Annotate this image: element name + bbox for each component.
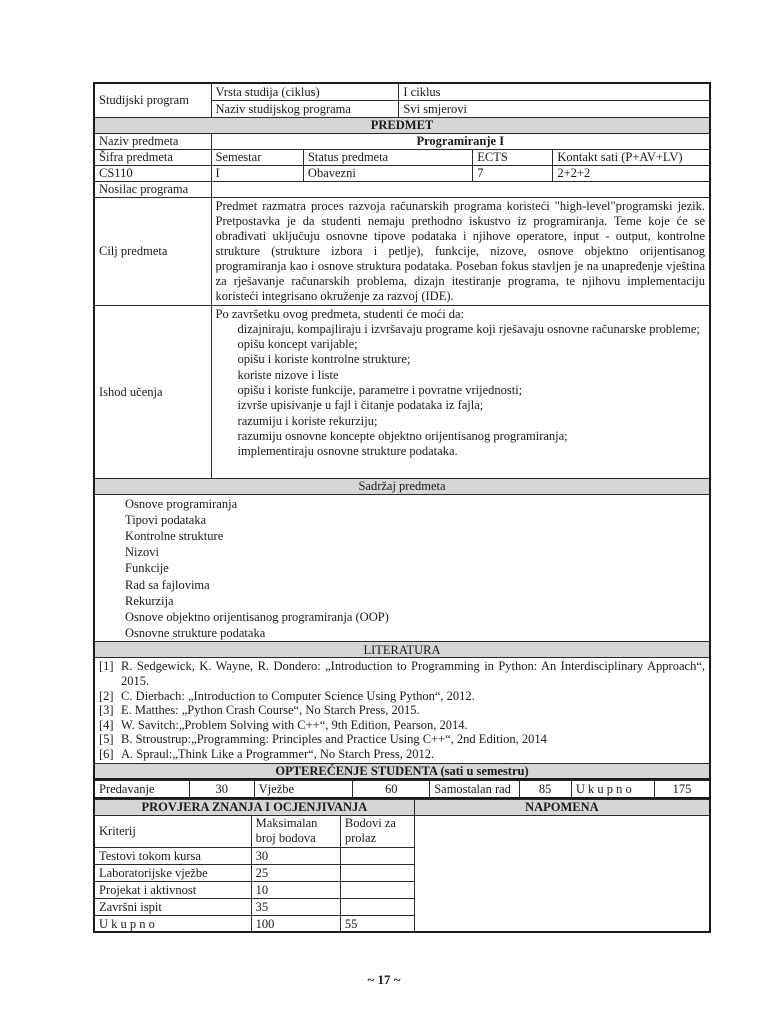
criterion-max: 10 [251, 881, 340, 898]
program-label: Studijski program [94, 83, 211, 117]
outcome-item: dizajniraju, kompajliraju i izvršavaju programe koji rješavaju osnovne računarske probleme; [237, 321, 700, 336]
max-points-header: Maksimalan broj bodova [251, 815, 340, 847]
outcomes-cell [211, 305, 710, 478]
literature-item: [2] C. Dierbach: „Introduction to Computer Science Using Python“, 2012. [99, 688, 475, 703]
content-cell [94, 494, 710, 642]
content-item: Rad sa fajlovima [125, 577, 210, 592]
outcome-item: razumiju i koriste rekurziju; [237, 413, 378, 428]
note-cell [414, 815, 710, 932]
program-name-label: Naziv studijskog programa [211, 100, 399, 117]
semester-value: I [211, 165, 303, 181]
note-title: NAPOMENA [414, 799, 710, 815]
contact-hours-value: 2+2+2 [553, 165, 710, 181]
content-item: Tipovi podataka [125, 512, 207, 527]
content-item: Osnovne strukture podataka [125, 626, 266, 641]
literature-title: LITERATURA [94, 642, 710, 658]
content-item: Funkcije [125, 561, 169, 576]
criterion-pass: 55 [340, 915, 414, 932]
content-item: Osnove programiranja [125, 496, 238, 511]
criterion-pass [340, 864, 414, 881]
criterion-pass [340, 881, 414, 898]
outcome-item: implementiraju osnovne strukture podataka. [237, 444, 458, 459]
subject-name-value: Programiranje I [211, 133, 710, 149]
syllabus-form [93, 82, 711, 933]
content-item: Kontrolne strukture [125, 528, 224, 543]
outcome-item: opišu i koriste kontrolne strukture; [237, 352, 411, 367]
workload-table [93, 780, 711, 799]
criterion-name: Projekat i aktivnost [94, 881, 251, 898]
workload-total-label: U k u p n o [571, 781, 654, 798]
criterion-name: Testovi tokom kursa [94, 847, 251, 864]
outcomes-list [216, 322, 705, 460]
criterion-pass [340, 898, 414, 915]
status-value: Obavezni [303, 165, 472, 181]
outcome-item: opišu i koriste funkcije, parametre i povratne vrijednosti; [237, 382, 523, 397]
literature-cell [94, 658, 710, 764]
workload-title: OPTEREĆENJE STUDENTA (sati u semestru) [94, 764, 710, 780]
criterion-max: 100 [251, 915, 340, 932]
self-study-label: Samostalan rad [430, 781, 519, 798]
self-study-value: 85 [519, 781, 571, 798]
subject-name-label: Naziv predmeta [94, 133, 211, 149]
literature-item: [6] A. Spraul:„Think Like a Programmer“, No Starch Press, 2012. [99, 746, 435, 761]
criterion-name: U k u p n o [94, 915, 251, 932]
content-list [99, 496, 705, 642]
page-number: ~ 17 ~ [367, 972, 401, 987]
outcome-item: opišu koncept varijable; [237, 337, 358, 352]
exercises-label: Vježbe [254, 781, 353, 798]
syllabus-table [93, 82, 711, 780]
pass-points-header: Bodovi za prolaz [340, 815, 414, 847]
program-name-value: Svi smjerovi [399, 100, 710, 117]
outcome-item: izvrše upisivanje u fajl i čitanje podataka iz fajla; [237, 398, 484, 413]
literature-item: [1] R. Sedgewick, K. Wayne, R. Dondero: „Introduction to Programming in Python: An Interdisciplinary Approach“, 2015. [99, 659, 705, 688]
content-title: Sadržaj predmeta [94, 478, 710, 494]
lectures-value: 30 [189, 781, 254, 798]
assessment-title: PROVJERA ZNANJA I OCJENJIVANJA [94, 799, 414, 815]
criterion-max: 25 [251, 864, 340, 881]
exercises-value: 60 [353, 781, 430, 798]
criteria-header: Kriterij [94, 815, 251, 847]
content-item: Rekurzija [125, 593, 174, 608]
literature-item: [5] B. Stroustrup:„Programming: Principles and Practice Using C++“, 2nd Edition, 2014 [99, 732, 547, 747]
study-type-value: I ciklus [399, 83, 710, 100]
content-item: Nizovi [125, 545, 160, 560]
study-type-label: Vrsta studija (ciklus) [211, 83, 399, 100]
criterion-max: 30 [251, 847, 340, 864]
workload-total-value: 175 [655, 781, 710, 798]
ects-value: 7 [473, 165, 553, 181]
subject-code-value: CS110 [94, 165, 211, 181]
status-label: Status predmeta [303, 149, 472, 165]
outcomes-intro: Po završetku ovog predmeta, studenti će moći da: [215, 306, 465, 321]
criterion-max: 35 [251, 898, 340, 915]
contact-hours-label: Kontakt sati (P+AV+LV) [553, 149, 710, 165]
lectures-label: Predavanje [94, 781, 189, 798]
literature-item: [3] E. Matthes: „Python Crash Course“, No Starch Press, 2015. [99, 703, 420, 718]
criterion-name: Završni ispit [94, 898, 251, 915]
subject-code-label: Šifra predmeta [94, 149, 211, 165]
goal-text: Predmet razmatra proces razvoja računarskih programa koristeći "high-level"programski jezik. Pretpostavka je da studenti nemaju prethodno iskustvo iz programiranja. Teme koje će se obrađivati uključuju osnovne tipove podataka i njihove operatore, input - output, kontrolne strukture (strukture izbora i petlje), funkcije, nizove, osnove objektno orijentisanog programiranja kao i osnove struktura podataka. Poseban fokus stavljen je na unapređenje vještina za rješavanje računarskih problema, dizajn itestiranje programa, te njihovu implementaciju koristeći integrisano okruženje za razvoj (IDE). [211, 197, 710, 305]
criterion-pass [340, 847, 414, 864]
lecturer-label: Nosilac programa [94, 181, 211, 197]
subject-section-title: PREDMET [94, 117, 710, 133]
lecturer-value [211, 181, 710, 197]
semester-label: Semestar [211, 149, 303, 165]
ects-label: ECTS [473, 149, 553, 165]
criterion-name: Laboratorijske vježbe [94, 864, 251, 881]
goal-label: Cilj predmeta [94, 197, 211, 305]
literature-item: [4] W. Savitch:„Problem Solving with C++“, 9th Edition, Pearson, 2014. [99, 717, 468, 732]
assessment-table [93, 799, 711, 934]
outcome-item: razumiju osnovne koncepte objektno orijentisanog programiranja; [237, 428, 568, 443]
outcomes-label: Ishod učenja [94, 305, 211, 478]
outcome-item: koriste nizove i liste [237, 367, 339, 382]
content-item: Osnove objektno orijentisanog programiranja (OOP) [125, 609, 389, 624]
